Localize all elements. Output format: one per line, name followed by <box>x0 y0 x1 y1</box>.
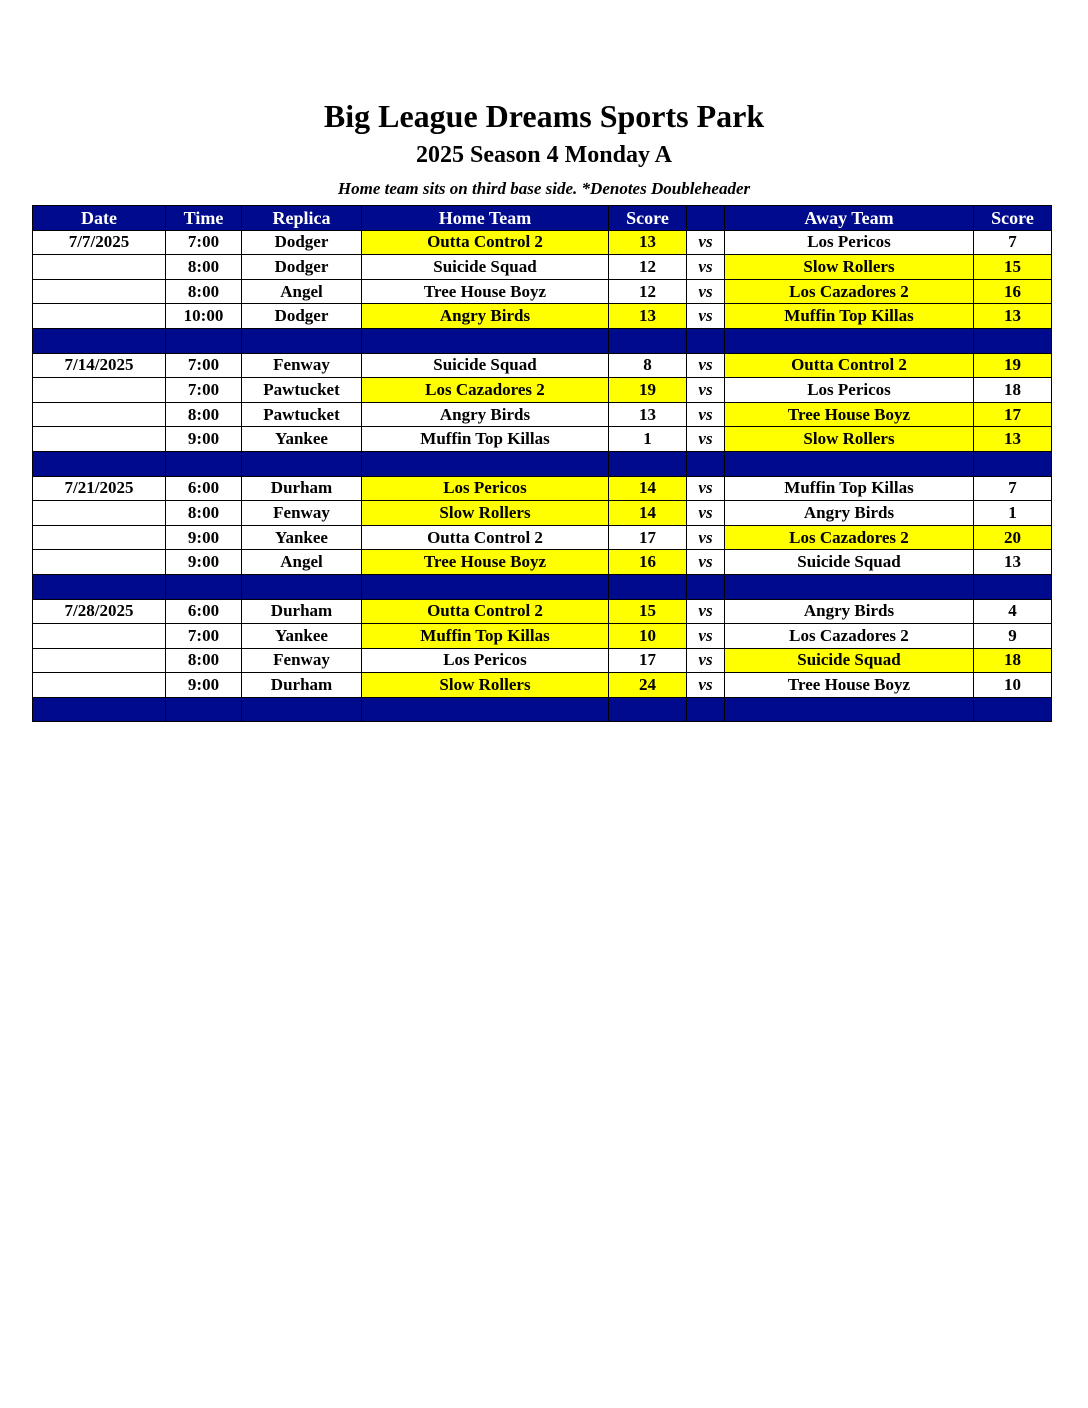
away-team-cell: Tree House Boyz <box>725 402 974 427</box>
away-team-cell: Los Cazadores 2 <box>725 525 974 550</box>
home-team-cell: Los Pericos <box>362 476 609 501</box>
separator-cell <box>687 574 725 599</box>
table-row <box>33 402 1052 427</box>
away-score-cell: 9 <box>974 624 1052 649</box>
away-team-cell: Los Cazadores 2 <box>725 624 974 649</box>
time-cell: 8:00 <box>166 501 242 526</box>
separator-cell <box>725 328 974 353</box>
date-cell <box>33 427 166 452</box>
home-score-cell: 19 <box>609 378 687 403</box>
away-team-cell: Suicide Squad <box>725 550 974 575</box>
col-home-score: Score <box>609 206 687 231</box>
home-score-cell: 10 <box>609 624 687 649</box>
week-separator-row <box>33 697 1052 722</box>
away-score-cell: 4 <box>974 599 1052 624</box>
header-row <box>33 206 1052 231</box>
time-cell: 6:00 <box>166 599 242 624</box>
separator-cell <box>725 574 974 599</box>
away-team-cell: Muffin Top Killas <box>725 304 974 329</box>
table-row <box>33 353 1052 378</box>
date-cell <box>33 624 166 649</box>
home-score-cell: 1 <box>609 427 687 452</box>
away-score-cell: 16 <box>974 279 1052 304</box>
vs-cell: vs <box>687 550 725 575</box>
separator-cell <box>33 451 166 476</box>
separator-cell <box>609 697 687 722</box>
page-subtitle: 2025 Season 4 Monday A <box>415 142 673 168</box>
table-row <box>33 501 1052 526</box>
away-score-cell: 18 <box>974 648 1052 673</box>
home-team-cell: Tree House Boyz <box>362 279 609 304</box>
away-team-cell: Los Cazadores 2 <box>725 279 974 304</box>
away-score-cell: 13 <box>974 427 1052 452</box>
date-cell <box>33 304 166 329</box>
time-cell: 7:00 <box>166 353 242 378</box>
date-cell <box>33 501 166 526</box>
separator-cell <box>242 451 362 476</box>
replica-cell: Dodger <box>242 230 362 255</box>
replica-cell: Fenway <box>242 648 362 673</box>
home-team-cell: Los Cazadores 2 <box>362 378 609 403</box>
col-date: Date <box>33 206 166 231</box>
date-cell: 7/14/2025 <box>33 353 166 378</box>
separator-cell <box>33 697 166 722</box>
col-replica: Replica <box>242 206 362 231</box>
home-team-cell: Muffin Top Killas <box>362 624 609 649</box>
separator-cell <box>242 697 362 722</box>
home-score-cell: 12 <box>609 255 687 280</box>
home-score-cell: 12 <box>609 279 687 304</box>
separator-cell <box>687 451 725 476</box>
time-cell: 9:00 <box>166 550 242 575</box>
away-team-cell: Suicide Squad <box>725 648 974 673</box>
home-team-cell: Outta Control 2 <box>362 599 609 624</box>
vs-cell: vs <box>687 525 725 550</box>
date-cell <box>33 648 166 673</box>
table-row <box>33 599 1052 624</box>
replica-cell: Durham <box>242 673 362 698</box>
table-row <box>33 255 1052 280</box>
separator-cell <box>609 451 687 476</box>
date-cell <box>33 279 166 304</box>
week-separator-row <box>33 328 1052 353</box>
table-row <box>33 304 1052 329</box>
home-score-cell: 13 <box>609 402 687 427</box>
away-team-cell: Tree House Boyz <box>725 673 974 698</box>
table-row <box>33 427 1052 452</box>
separator-cell <box>362 574 609 599</box>
time-cell: 8:00 <box>166 279 242 304</box>
col-vs <box>687 206 725 231</box>
separator-cell <box>166 451 242 476</box>
separator-cell <box>362 328 609 353</box>
replica-cell: Durham <box>242 476 362 501</box>
table-row <box>33 525 1052 550</box>
vs-cell: vs <box>687 304 725 329</box>
away-score-cell: 17 <box>974 402 1052 427</box>
separator-cell <box>725 451 974 476</box>
separator-cell <box>609 328 687 353</box>
away-score-cell: 7 <box>974 230 1052 255</box>
home-team-cell: Slow Rollers <box>362 673 609 698</box>
away-score-cell: 10 <box>974 673 1052 698</box>
time-cell: 7:00 <box>166 230 242 255</box>
away-score-cell: 19 <box>974 353 1052 378</box>
home-team-cell: Outta Control 2 <box>362 230 609 255</box>
separator-cell <box>687 328 725 353</box>
home-score-cell: 13 <box>609 230 687 255</box>
time-cell: 8:00 <box>166 255 242 280</box>
replica-cell: Fenway <box>242 501 362 526</box>
home-score-cell: 17 <box>609 648 687 673</box>
date-cell <box>33 550 166 575</box>
away-team-cell: Los Pericos <box>725 378 974 403</box>
separator-cell <box>166 697 242 722</box>
separator-cell <box>974 697 1052 722</box>
week-separator-row <box>33 451 1052 476</box>
date-cell: 7/21/2025 <box>33 476 166 501</box>
separator-cell <box>33 328 166 353</box>
col-away-score: Score <box>974 206 1052 231</box>
away-team-cell: Muffin Top Killas <box>725 476 974 501</box>
replica-cell: Dodger <box>242 255 362 280</box>
separator-cell <box>974 328 1052 353</box>
time-cell: 9:00 <box>166 673 242 698</box>
date-cell: 7/7/2025 <box>33 230 166 255</box>
separator-cell <box>725 697 974 722</box>
home-team-cell: Tree House Boyz <box>362 550 609 575</box>
date-cell <box>33 525 166 550</box>
home-team-cell: Los Pericos <box>362 648 609 673</box>
home-score-cell: 14 <box>609 501 687 526</box>
table-row <box>33 648 1052 673</box>
replica-cell: Angel <box>242 550 362 575</box>
table-row <box>33 378 1052 403</box>
separator-cell <box>33 574 166 599</box>
time-cell: 9:00 <box>166 525 242 550</box>
separator-cell <box>609 574 687 599</box>
replica-cell: Dodger <box>242 304 362 329</box>
replica-cell: Fenway <box>242 353 362 378</box>
time-cell: 6:00 <box>166 476 242 501</box>
time-cell: 8:00 <box>166 648 242 673</box>
home-score-cell: 17 <box>609 525 687 550</box>
away-team-cell: Angry Birds <box>725 501 974 526</box>
date-cell <box>33 402 166 427</box>
vs-cell: vs <box>687 230 725 255</box>
separator-cell <box>974 451 1052 476</box>
time-cell: 7:00 <box>166 624 242 649</box>
home-team-cell: Suicide Squad <box>362 255 609 280</box>
home-score-cell: 15 <box>609 599 687 624</box>
table-row <box>33 476 1052 501</box>
away-team-cell: Los Pericos <box>725 230 974 255</box>
separator-cell <box>166 328 242 353</box>
separator-cell <box>687 697 725 722</box>
vs-cell: vs <box>687 402 725 427</box>
replica-cell: Pawtucket <box>242 378 362 403</box>
schedule-note: Home team sits on third base side. *Denotes Doubleheader <box>337 179 751 198</box>
time-cell: 7:00 <box>166 378 242 403</box>
page-title: Big League Dreams Sports Park <box>323 98 765 134</box>
vs-cell: vs <box>687 427 725 452</box>
vs-cell: vs <box>687 624 725 649</box>
vs-cell: vs <box>687 501 725 526</box>
away-score-cell: 13 <box>974 550 1052 575</box>
vs-cell: vs <box>687 255 725 280</box>
separator-cell <box>362 697 609 722</box>
separator-cell <box>166 574 242 599</box>
home-team-cell: Muffin Top Killas <box>362 427 609 452</box>
vs-cell: vs <box>687 476 725 501</box>
home-team-cell: Slow Rollers <box>362 501 609 526</box>
replica-cell: Yankee <box>242 525 362 550</box>
date-cell <box>33 673 166 698</box>
vs-cell: vs <box>687 648 725 673</box>
replica-cell: Durham <box>242 599 362 624</box>
home-score-cell: 16 <box>609 550 687 575</box>
away-score-cell: 18 <box>974 378 1052 403</box>
schedule-table <box>32 205 1052 722</box>
away-score-cell: 7 <box>974 476 1052 501</box>
away-score-cell: 13 <box>974 304 1052 329</box>
date-cell: 7/28/2025 <box>33 599 166 624</box>
replica-cell: Yankee <box>242 427 362 452</box>
home-team-cell: Outta Control 2 <box>362 525 609 550</box>
date-cell <box>33 378 166 403</box>
time-cell: 10:00 <box>166 304 242 329</box>
home-score-cell: 14 <box>609 476 687 501</box>
schedule-body <box>33 230 1052 722</box>
table-row <box>33 673 1052 698</box>
home-team-cell: Angry Birds <box>362 304 609 329</box>
col-time: Time <box>166 206 242 231</box>
home-team-cell: Angry Birds <box>362 402 609 427</box>
table-row <box>33 230 1052 255</box>
vs-cell: vs <box>687 353 725 378</box>
table-row <box>33 279 1052 304</box>
away-score-cell: 20 <box>974 525 1052 550</box>
separator-cell <box>974 574 1052 599</box>
time-cell: 8:00 <box>166 402 242 427</box>
away-score-cell: 1 <box>974 501 1052 526</box>
replica-cell: Angel <box>242 279 362 304</box>
table-row <box>33 550 1052 575</box>
vs-cell: vs <box>687 378 725 403</box>
away-team-cell: Angry Birds <box>725 599 974 624</box>
away-team-cell: Slow Rollers <box>725 255 974 280</box>
separator-cell <box>362 451 609 476</box>
separator-cell <box>242 328 362 353</box>
week-separator-row <box>33 574 1052 599</box>
col-home-team: Home Team <box>362 206 609 231</box>
replica-cell: Pawtucket <box>242 402 362 427</box>
date-cell <box>33 255 166 280</box>
col-away-team: Away Team <box>725 206 974 231</box>
away-team-cell: Slow Rollers <box>725 427 974 452</box>
replica-cell: Yankee <box>242 624 362 649</box>
time-cell: 9:00 <box>166 427 242 452</box>
separator-cell <box>242 574 362 599</box>
home-score-cell: 13 <box>609 304 687 329</box>
vs-cell: vs <box>687 279 725 304</box>
home-score-cell: 24 <box>609 673 687 698</box>
vs-cell: vs <box>687 599 725 624</box>
away-team-cell: Outta Control 2 <box>725 353 974 378</box>
vs-cell: vs <box>687 673 725 698</box>
away-score-cell: 15 <box>974 255 1052 280</box>
home-team-cell: Suicide Squad <box>362 353 609 378</box>
home-score-cell: 8 <box>609 353 687 378</box>
table-row <box>33 624 1052 649</box>
